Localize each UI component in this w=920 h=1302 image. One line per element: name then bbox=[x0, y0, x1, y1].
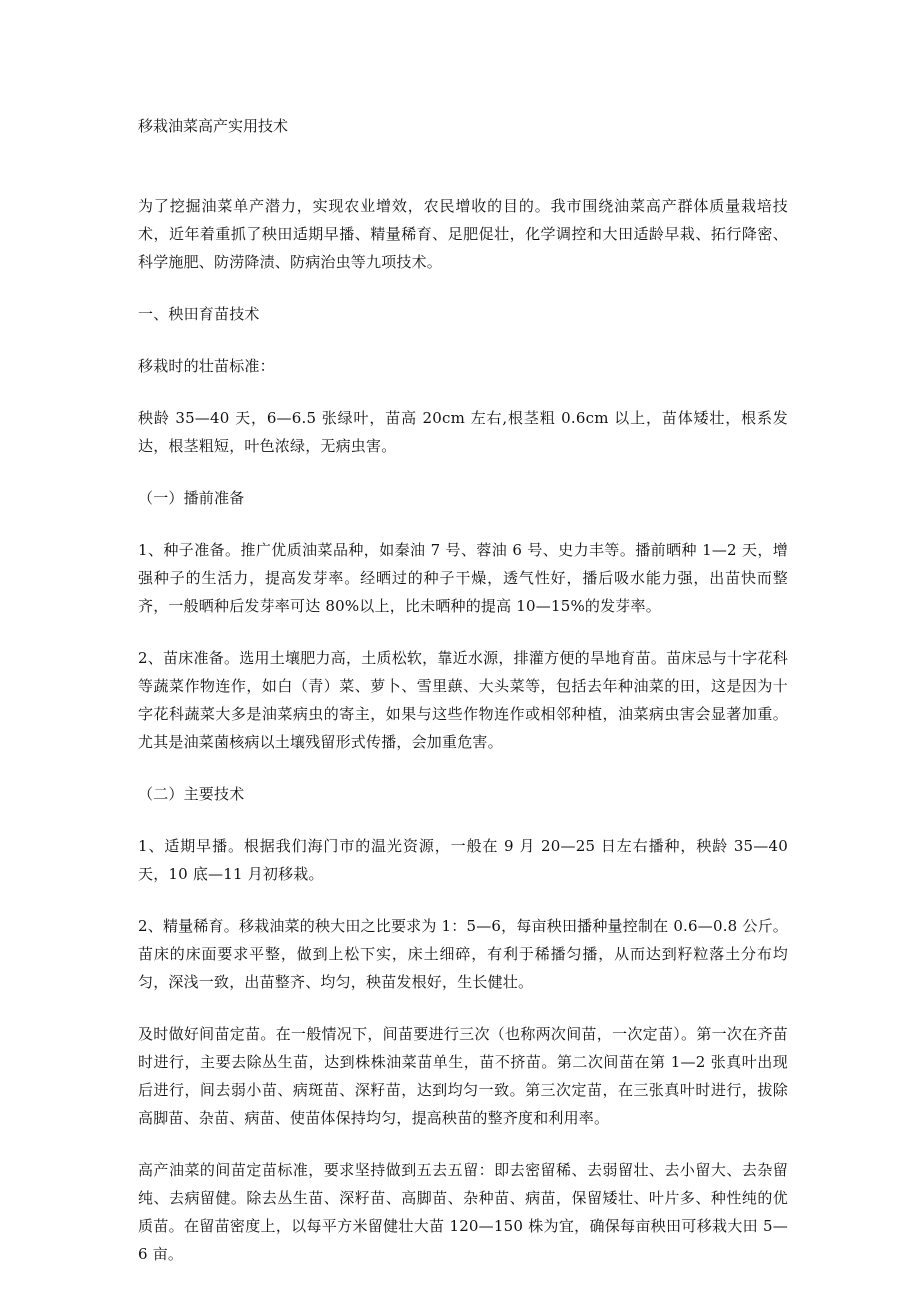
sparse-seeding-paragraph: 2、精量稀育。移栽油菜的秧大田之比要求为 1：5—6，每亩秧田播种量控制在 0.6—0.8 公斤。苗床的床面要求平整，做到上松下实，床土细碎，有利于稀播匀播，从而达到籽粒落土分布均匀，深浅一致，出苗整齐、均匀，秧苗发根好，生长健壮。 bbox=[138, 917, 788, 991]
seedbed-preparation-paragraph: 2、苗床准备。选用土壤肥力高，土质松软，靠近水源，排灌方便的旱地育苗。苗床忌与十字花科等蔬菜作物连作，如白（青）菜、萝卜、雪里蕻、大头菜等，包括去年种油菜的田，这是因为十字花科蔬菜大多是油菜病虫的寄主，如果与这些作物连作或相邻种植，油菜病虫害会显著加重。尤其是油菜菌核病以土壤残留形式传播，会加重危害。 bbox=[138, 649, 788, 751]
early-sowing-paragraph: 1、适期早播。根据我们海门市的温光资源，一般在 9 月 20—25 日左右播种，秧龄 35—40 天，10 底—11 月初移栽。 bbox=[138, 837, 788, 883]
intro-paragraph: 为了挖掘油菜单产潜力，实现农业增效，农民增收的目的。我市围绕油菜高产群体质量栽培技术，近年着重抓了秧田适期早播、精量稀育、足肥促壮，化学调控和大田适龄早栽、拓行降密、科学施肥、防涝降渍、防病治虫等九项技术。 bbox=[138, 197, 788, 271]
document-title: 移栽油菜高产实用技术 bbox=[138, 117, 289, 135]
subsection-heading-preparation: （一）播前准备 bbox=[138, 489, 245, 507]
subsection-heading-techniques: （二）主要技术 bbox=[138, 785, 245, 803]
thinning-paragraph: 及时做好间苗定苗。在一般情况下，间苗要进行三次（也称两次间苗，一次定苗）。第一次在齐苗时进行，主要去除丛生苗，达到株株油菜苗单生，苗不挤苗。第二次间苗在第 1—2 张真叶出现后进行，间去弱小苗、病斑苗、深籽苗，达到均匀一致。第三次定苗，在三张真叶时进行，拔除高脚苗、杂苗、病苗、使苗体保持均匀，提高秧苗的整齐度和利用率。 bbox=[138, 1025, 788, 1127]
subheading-standard: 移栽时的壮苗标准： bbox=[138, 357, 275, 375]
thinning-standard-paragraph: 高产油菜的间苗定苗标准，要求坚持做到五去五留：即去密留稀、去弱留壮、去小留大、去杂留纯、去病留健。除去丛生苗、深籽苗、高脚苗、杂种苗、病苗，保留矮壮、叶片多、种性纯的优质苗。在留苗密度上，以每平方米留健壮大苗 120—150 株为宜，确保每亩秧田可移栽大田 5—6 亩。 bbox=[138, 1161, 788, 1263]
document-body bbox=[138, 112, 788, 1292]
seed-preparation-paragraph: 1、种子准备。推广优质油菜品种，如秦油 7 号、蓉油 6 号、史力丰等。播前晒种 1—2 天，增强种子的生活力，提高发芽率。经晒过的种子干燥，透气性好，播后吸水能力强，出苗快而整齐，一般晒种后发芽率可达 80%以上，比未晒种的提高 10—15%的发芽率。 bbox=[138, 541, 788, 615]
standard-paragraph: 秧龄 35—40 天，6—6.5 张绿叶，苗高 20cm 左右,根茎粗 0.6cm 以上，苗体矮壮，根系发达，根茎粗短，叶色浓绿，无病虫害。 bbox=[138, 409, 788, 455]
section-heading-seedling: 一、秧田育苗技术 bbox=[138, 305, 260, 323]
